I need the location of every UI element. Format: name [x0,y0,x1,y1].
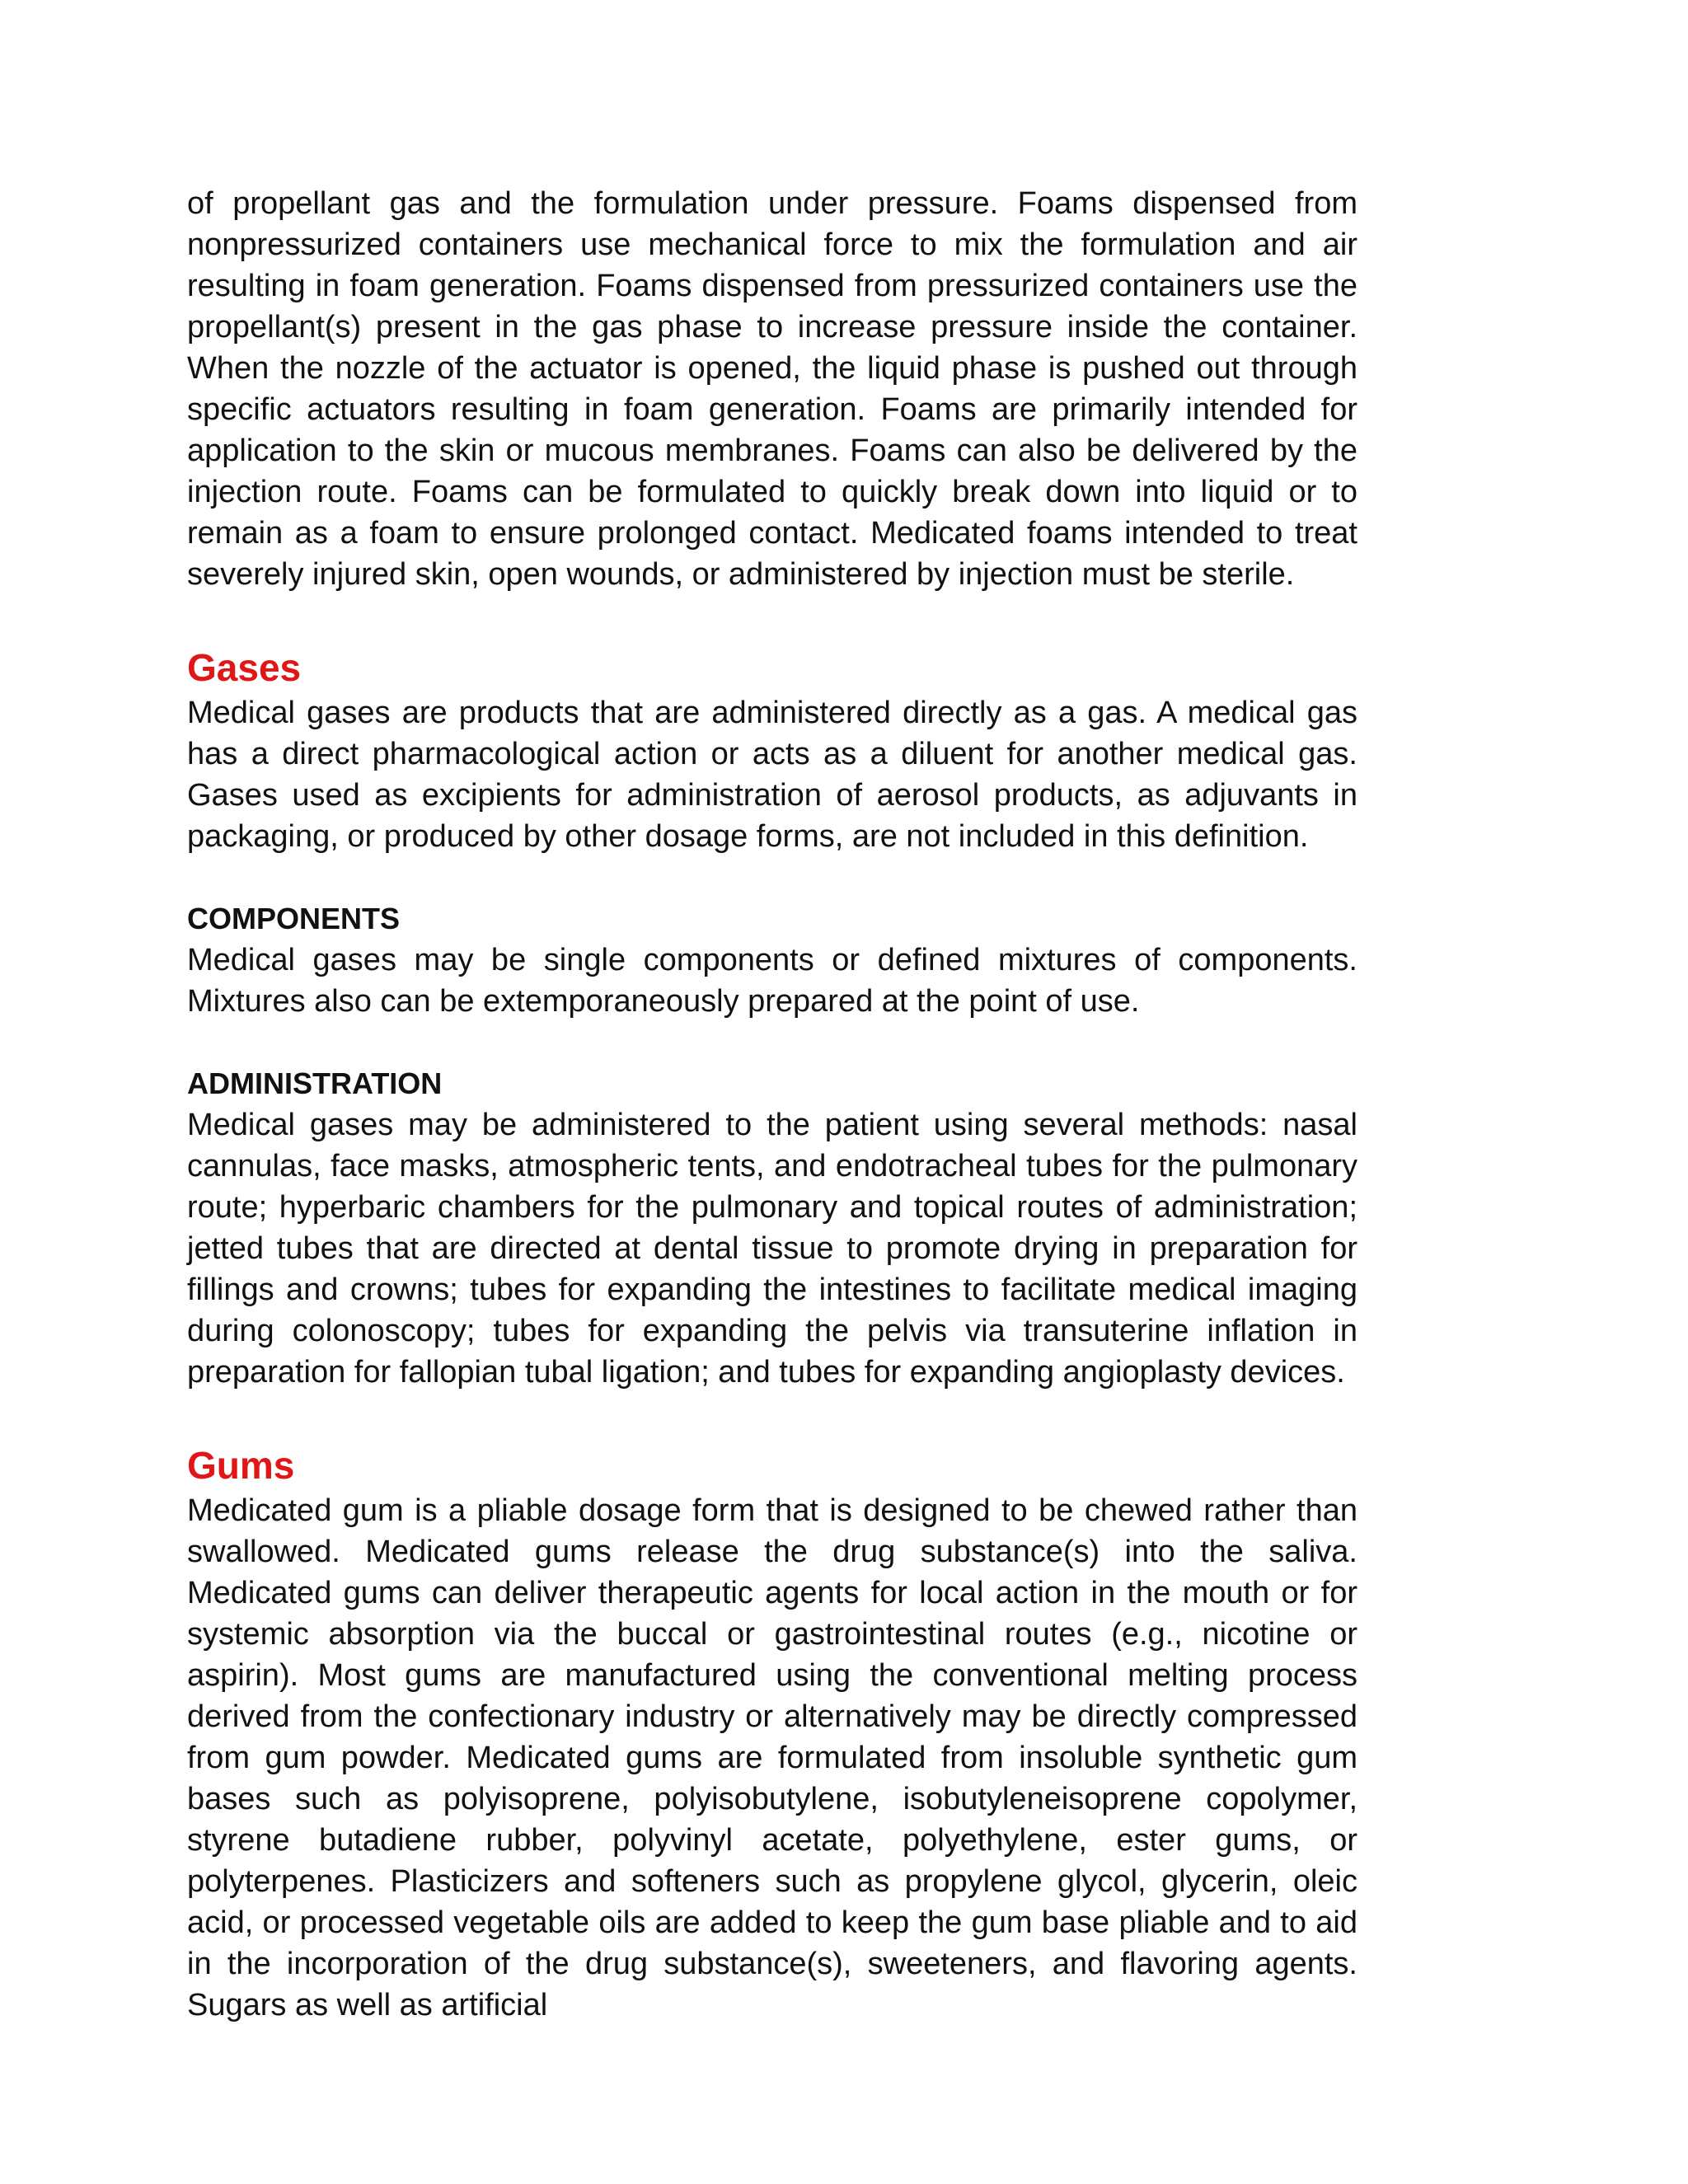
administration-paragraph: Medical gases may be administered to the patient using several methods: nasal cannulas, face masks, atmospheric tents, and endotracheal tubes for the pulmonary route; hyperbaric chambers for the pulmonary and topical routes of administration; jetted tubes that are directed at dental tissue to promote drying in preparation for fillings and crowns; tubes for expanding the intestines to facilitate medical imaging during colonoscopy; tubes for expanding the pelvis via transuterine inflation in preparation for fallopian tubal ligation; and tubes for expanding angioplasty devices. [187,1108,1357,1390]
gums-paragraph: Medicated gum is a pliable dosage form that is designed to be chewed rather than swallowed. Medicated gums release the drug substance(s) into the saliva. Medicated gums can deliver therapeutic agents for local action in the mouth or for systemic absorption via the buccal or gastrointestinal routes (e.g., nicotine or aspirin). Most gums are manufactured using the conventional melting process derived from the confectionary industry or alternatively may be directly compressed from gum powder. Medicated gums are formulated from insoluble synthetic gum bases such as polyisoprene, polyisobutylene, isobutyleneisoprene copolymer, styrene butadiene rubber, polyvinyl acetate, polyethylene, ester gums, or polyterpenes. Plasticizers and softeners such as propylene glycol, glycerin, oleic acid, or processed vegetable oils are added to keep the gum base pliable and to aid in the incorporation of the drug substance(s), sweeteners, and flavoring agents. Sugars as well as artificial [187,1493,1357,2022]
components-heading: COMPONENTS [187,902,401,935]
administration-heading: ADMINISTRATION [187,1066,443,1100]
section-title-gums: Gums [187,1444,295,1487]
intro-paragraph: of propellant gas and the formulation under pressure. Foams dispensed from nonpressurized containers use mechanical force to mix the formulation and air resulting in foam generation. Foams dispensed from pressurized containers use the propellant(s) present in the gas phase to increase pressure inside the container. When the nozzle of the actuator is opened, the liquid phase is pushed out through specific actuators resulting in foam generation. Foams are primarily intended for application to the skin or mucous membranes. Foams can also be delivered by the injection route. Foams can be formulated to quickly break down into liquid or to remain as a foam to ensure prolonged contact. Medicated foams intended to treat severely injured skin, open wounds, or administered by injection must be sterile. [187,186,1357,592]
section-title-gases: Gases [187,646,302,689]
components-paragraph: Medical gases may be single components or defined mixtures of components. Mixtures also can be extemporaneously prepared at the point of use. [187,943,1357,1019]
document-page [187,183,1357,2026]
gases-paragraph: Medical gases are products that are administered directly as a gas. A medical gas has a direct pharmacological action or acts as a diluent for another medical gas. Gases used as excipients for administration of aerosol products, as adjuvants in packaging, or produced by other dosage forms, are not included in this definition. [187,696,1357,854]
